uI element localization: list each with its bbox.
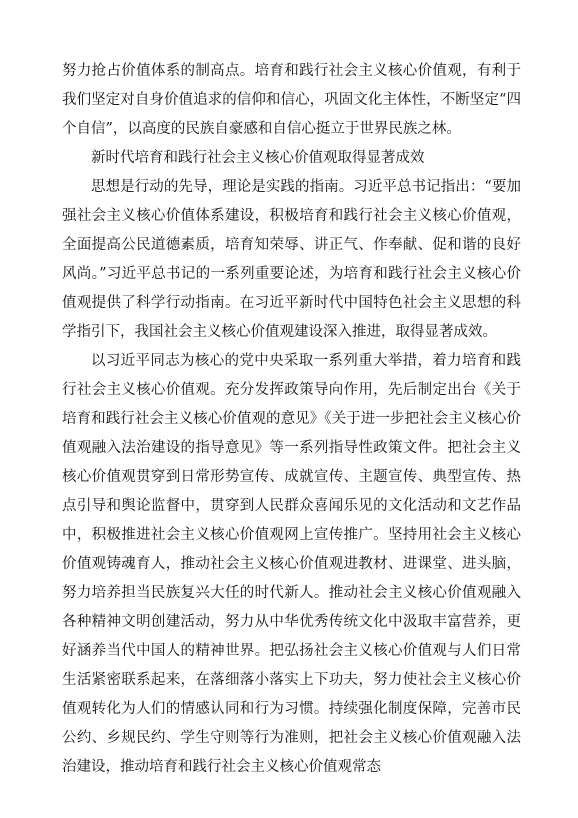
document-body (62, 57, 521, 782)
paragraph-intro: 努力抢占价值体系的制高点。培育和践行社会主义核心价值观，有利于我们坚定对自身价值追求的信仰和信心，巩固文化主体性，不断坚定“四个自信”，以高度的民族自豪感和自信心挺立于世界民族之林。 (62, 63, 521, 137)
section-heading: 新时代培育和践行社会主义核心价值观取得显著成效 (91, 150, 425, 166)
paragraph-guidance: 思想是行动的先导，理论是实践的指南。习近平总书记指出：“要加强社会主义核心价值体系建设，积极培育和践行社会主义核心价值观，全面提高公民道德素质，培育知荣辱、讲正气、作奉献、促和谐的良好风尚。”习近平总书记的一系列重要论述，为培育和践行社会主义核心价值观提供了科学行动指南。在习近平新时代中国特色社会主义思想的科学指引下，我国社会主义核心价值观建设深入推进，取得显著成效。 (62, 179, 521, 340)
paragraph-measures: 以习近平同志为核心的党中央采取一系列重大举措，着力培育和践行社会主义核心价值观。充分发挥政策导向作用，先后制定出台《关于培育和践行社会主义核心价值观的意见》《关于进一步把社会主义核心价值观融入法治建设的指导意见》等一系列指导性政策文件。把社会主义核心价值观贯穿到日常形势宣传、成就宣传、主题宣传、典型宣传、热点引导和舆论监督中，贯穿到人民群众喜闻乐见的文化活动和文艺作品中，积极推进社会主义核心价值观网上宣传推广。坚持用社会主义核心价值观铸魂育人，推动社会主义核心价值观进教材、进课堂、进头脑，努力培养担当民族复兴大任的时代新人。推动社会主义核心价值观融入各种精神文明创建活动，努力从中华优秀传统文化中汲取丰富营养，更好涵养当代中国人的精神世界。把弘扬社会主义核心价值观与人们日常生活紧密联系起来，在落细落小落实上下功夫，努力使社会主义核心价值观转化为人们的情感认同和行为习惯。持续强化制度保障，完善市民公约、乡规民约、学生守则等行为准则，把社会主义核心价值观融入法治建设，推动培育和践行社会主义核心价值观常态 (62, 353, 521, 775)
